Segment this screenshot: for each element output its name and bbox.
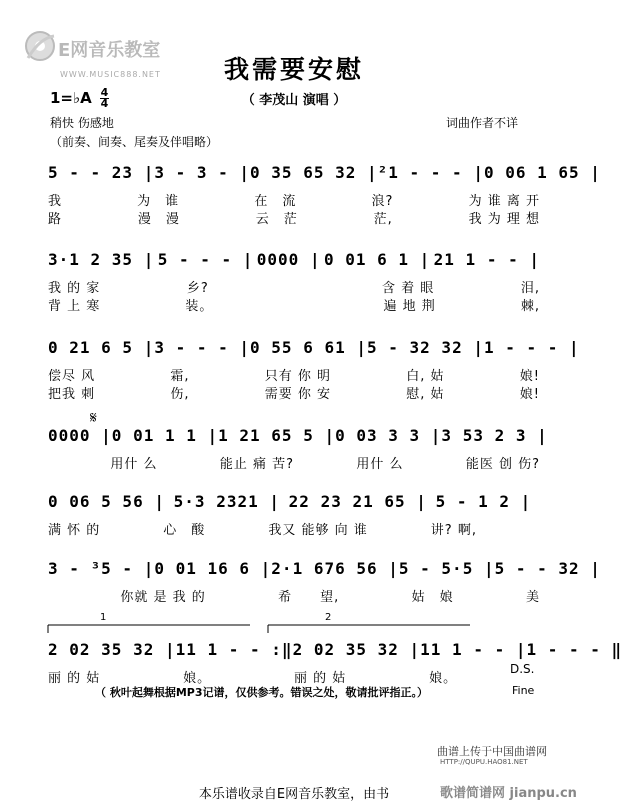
lyric-segment: 能医 创 伤? <box>465 457 540 472</box>
lyric-segment: 棘, <box>520 299 540 314</box>
lyric-segment: 我 为 理 想 <box>468 212 540 227</box>
measure: 5 - 5·5 | <box>398 559 495 578</box>
measure: 0000 | <box>48 426 112 445</box>
lyric-segment: 偿尽 风 <box>48 369 96 384</box>
lyric-segment: 只有 你 明 <box>264 369 332 384</box>
time-top: 4 <box>100 86 109 99</box>
watermark-line1: 曲谱上传于中国曲谱网 <box>437 745 547 758</box>
lyric-segment: 乡? <box>186 281 209 296</box>
measure: 0 06 1 65 | <box>483 163 601 182</box>
lyric-segment: 娘! <box>519 387 540 402</box>
measure: 0 01 1 1 | <box>111 426 219 445</box>
lyric-segment: 霜, <box>170 369 190 384</box>
measure: 0 35 65 32 | <box>250 163 378 182</box>
measure: 3 - ³5 - | <box>48 559 155 578</box>
lyric-segment: 满 怀 的 <box>48 523 101 538</box>
dal-segno: D.S. <box>510 662 535 676</box>
measure: 3 - 3 - | <box>154 163 251 182</box>
measure: 2·1 676 56 | <box>271 559 399 578</box>
lyric-segment: 装。 <box>185 299 214 314</box>
composer-credit: 词曲作者不详 <box>446 116 519 130</box>
lyric-segment: 慰, 姑 <box>406 387 445 402</box>
lyric-segment: 伤, <box>170 387 190 402</box>
measure: 0 01 16 6 | <box>154 559 272 578</box>
singer-credit: （ 李茂山 演唱 ） <box>241 93 347 108</box>
lyric-segment: 路 <box>48 212 63 227</box>
lyric-segment: 用什 么 <box>110 457 158 472</box>
measure: 5 - - - | <box>157 250 254 269</box>
measure: 22 23 21 65 | <box>288 492 427 511</box>
lyric-segment: 茫, <box>373 212 393 227</box>
lyric-segment: 云 茫 <box>255 212 298 227</box>
lyric-segment: 丽 的 姑 <box>294 671 347 686</box>
lyric-segment: 娘。 <box>429 671 458 686</box>
bottom-source-text: 本乐谱收录自E网音乐教室，由书 <box>198 787 390 802</box>
measure: 1 - - - ‖ <box>526 640 622 659</box>
volta-second: 2 <box>325 612 332 623</box>
lyric-segment: 浪? <box>371 194 394 209</box>
measure: 1 - - - | <box>483 338 580 357</box>
lyric-segment: 背 上 寒 <box>48 299 101 314</box>
segno-sign: 𝄋 <box>90 408 97 427</box>
measure: 0 03 3 3 | <box>335 426 442 445</box>
measure: ²1 - - - | <box>377 163 484 182</box>
key-signature: 1=♭A <box>50 89 92 107</box>
measure: 5 - - 32 | <box>494 559 601 578</box>
measure: 21 1 - - | <box>433 250 540 269</box>
lyric-segment: 我 <box>48 194 63 209</box>
measure: 0 21 6 5 | <box>48 338 155 357</box>
lyric-segment: 能止 痛 苦? <box>219 457 294 472</box>
lyric-segment: 讲? 啊, <box>430 523 477 538</box>
measure: 5 - 1 2 | <box>435 492 532 511</box>
lyric-segment: 为 谁 离 开 <box>468 194 540 209</box>
lyric-segment: 我又 能够 向 谁 <box>268 523 368 538</box>
measure: 5 - - 23 | <box>48 163 155 182</box>
lyric-segment: 用什 么 <box>356 457 404 472</box>
measure: 0 01 6 1 | <box>323 250 431 269</box>
lyric-segment: 我 的 家 <box>48 281 101 296</box>
measure: 3 53 2 3 | <box>441 426 548 445</box>
lyric-segment: 漫 漫 <box>137 212 180 227</box>
lyric-segment: 娘! <box>519 369 540 384</box>
logo-text: E网音乐教室 <box>58 40 161 61</box>
measure: 0000 | <box>256 250 321 269</box>
fine-marking: Fine <box>512 684 535 697</box>
measure: 0 55 6 61 | <box>250 338 367 357</box>
volta-first: 1 <box>100 612 107 623</box>
lyric-segment: 心 酸 <box>163 523 206 538</box>
lyric-segment: 在 流 <box>254 194 297 209</box>
measure: 5·3 2321 | <box>173 492 280 511</box>
lyric-segment: 希 望, <box>278 590 340 605</box>
measure: 11 1 - - :‖ <box>175 640 293 659</box>
measure: 0 06 5 56 | <box>48 492 165 511</box>
watermark-line2: HTTP://QUPU.HAO81.NET <box>440 758 528 766</box>
lyric-segment: 白, 姑 <box>406 369 445 384</box>
lyric-segment: 为 谁 <box>137 194 180 209</box>
time-bottom: 4 <box>100 97 109 110</box>
measure: 3 - - - | <box>154 338 251 357</box>
measure: 2 02 35 32 | <box>292 640 421 659</box>
lyric-segment: 含 着 眼 <box>381 281 435 296</box>
logo-url: WWW.MUSIC888.NET <box>60 70 161 79</box>
transcriber-note: （ 秋叶起舞根据MP3记谱，仅供参考。错误之处，敬请批评指正。） <box>95 686 428 699</box>
lyric-segment: 姑 娘 <box>411 590 454 605</box>
lyric-segment: 需要 你 安 <box>264 387 332 402</box>
lyric-segment: 丽 的 姑 <box>48 671 101 686</box>
measure: 3·1 2 35 | <box>48 250 155 269</box>
measure: 2 02 35 32 | <box>48 640 176 659</box>
measure: 11 1 - - | <box>420 640 527 659</box>
lyric-segment: 你就 是 我 的 <box>120 590 206 605</box>
lyric-segment: 娘。 <box>183 671 212 686</box>
lyric-segment: 遍 地 荆 <box>383 299 436 314</box>
arrangement-note: （前奏、间奏、尾奏及伴唱略） <box>50 135 219 149</box>
measure: 1 21 65 5 | <box>218 426 336 445</box>
lyric-segment: 美 <box>525 590 540 605</box>
watermark-line3: 歌谱简谱网 jianpu.cn <box>440 786 577 801</box>
lyric-segment: 泪, <box>520 281 540 296</box>
song-title: 我需要安慰 <box>223 55 364 84</box>
measure: 5 - 32 32 | <box>367 338 484 357</box>
tempo-marking: 稍快 伤感地 <box>50 116 114 130</box>
lyric-segment: 把我 刺 <box>48 387 96 402</box>
